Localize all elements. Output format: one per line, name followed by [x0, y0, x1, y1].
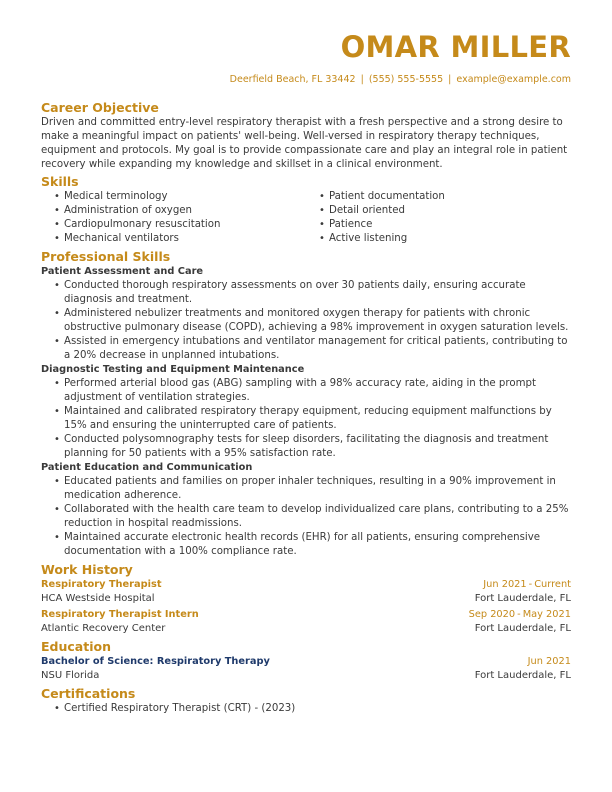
contact-location: Deerfield Beach, FL 33442 [229, 74, 356, 85]
skills-grid [41, 190, 571, 246]
certifications-list [41, 702, 571, 716]
professional-skills-title: Professional Skills [41, 249, 171, 264]
contact-email[interactable]: example@example.com [456, 74, 571, 85]
certification-item: • Certified Respiratory Therapist (CRT) - (2023) [41, 702, 571, 716]
skills-left-column [41, 190, 306, 246]
skill-item: • Mechanical ventilators [41, 232, 306, 246]
job-dates: Sep 2020 - May 2021 [468, 609, 571, 620]
resume-page [41, 30, 571, 716]
skill-item: • Administration of oxygen [41, 204, 306, 218]
career-objective-title: Career Objective [41, 100, 159, 115]
contact-line [41, 74, 571, 86]
job-title: Respiratory Therapist [41, 579, 162, 590]
work-history-title: Work History [41, 562, 133, 577]
contact-phone: (555) 555-5555 [368, 74, 444, 85]
achievement-item: • Conducted thorough respiratory assessments on over 30 patients daily, ensuring accurate diagnosis and treatment. [41, 279, 571, 307]
achievement-item: • Maintained and calibrated respiratory therapy equipment, reducing equipment malfunctions by 15% and ensuring the uninterrupted care of patients. [41, 405, 571, 433]
education-location: Fort Lauderdale, FL [474, 670, 571, 681]
contact-separator: | [360, 74, 364, 85]
achievement-item: • Administered nebulizer treatments and monitored oxygen therapy for patients with chronic obstructive pulmonary disease (COPD), achieving a 98% improvement in oxygen saturation levels. [41, 307, 571, 335]
skill-item: • Patience [306, 218, 571, 232]
job-start-date: Jun 2021 [483, 579, 527, 590]
skill-group-list [41, 475, 571, 559]
job-dates: Jun 2021 - Current [483, 579, 571, 590]
job-header-row [41, 608, 571, 622]
skill-group-heading: Patient Education and Communication [41, 462, 253, 473]
skill-item: • Detail oriented [306, 204, 571, 218]
education-degree: Bachelor of Science [41, 656, 150, 667]
job-title: Respiratory Therapist Intern [41, 609, 199, 620]
job-detail-row [41, 622, 571, 636]
achievement-item: • Educated patients and families on proper inhaler techniques, resulting in a 90% improvement in medication adherence. [41, 475, 571, 503]
skill-group-heading: Patient Assessment and Care [41, 266, 204, 277]
achievement-item: • Conducted polysomnography tests for sleep disorders, facilitating the diagnosis and treatment planning for 50 patients with a 95% satisfaction rate. [41, 433, 571, 461]
job-location: Fort Lauderdale, FL [474, 593, 571, 604]
skill-item: • Cardiopulmonary resuscitation [41, 218, 306, 232]
job-detail-row [41, 592, 571, 606]
candidate-name: OMAR MILLER [340, 30, 571, 64]
skill-item: • Active listening [306, 232, 571, 246]
certifications-section [41, 686, 571, 716]
education-degree-line: Bachelor of Science: Respiratory Therapy [41, 656, 270, 667]
achievement-item: • Maintained accurate electronic health records (EHR) for all patients, ensuring comprehensive documentation with a 100% compliance rate. [41, 531, 571, 559]
work-history-section [41, 562, 571, 636]
skill-item: • Patient documentation [306, 190, 571, 204]
job-end-date: May 2021 [522, 609, 571, 620]
job-header-row [41, 578, 571, 592]
skill-group-list [41, 377, 571, 461]
professional-skills-section [41, 249, 571, 559]
skills-title: Skills [41, 174, 79, 189]
skill-item: • Medical terminology [41, 190, 306, 204]
career-objective-text: Driven and committed entry-level respiratory therapist with a fresh perspective and a strong desire to make a meaningful impact on patients' well-being. Well-versed in respiratory therapy techniques, equipment and protocols. My goal is to provide compassionate care and play an integral role in patient recovery while expanding my knowledge and skillset in a clinical environment. [41, 117, 568, 170]
career-objective-section [41, 100, 571, 172]
skills-section [41, 174, 571, 246]
education-header-row [41, 655, 571, 669]
job-end-date: Current [534, 579, 571, 590]
certifications-title: Certifications [41, 686, 136, 701]
education-date: Jun 2021 [527, 656, 571, 667]
contact-separator: | [448, 74, 452, 85]
skill-group-list [41, 279, 571, 363]
job-start-date: Sep 2020 [468, 609, 516, 620]
achievement-item: • Performed arterial blood gas (ABG) sampling with a 98% accuracy rate, aiding in the prompt adjustment of ventilation strategies. [41, 377, 571, 405]
skills-right-column [306, 190, 571, 246]
job-employer: HCA Westside Hospital [41, 593, 155, 604]
achievement-item: • Assisted in emergency intubations and ventilator management for critical patients, contributing to a 20% decrease in unplanned intubations. [41, 335, 571, 363]
education-section [41, 639, 571, 683]
education-school: NSU Florida [41, 670, 100, 681]
job-location: Fort Lauderdale, FL [474, 623, 571, 634]
education-field: Respiratory Therapy [156, 656, 270, 667]
achievement-item: • Collaborated with the health care team to develop individualized care plans, contributing to a 25% reduction in hospital readmissions. [41, 503, 571, 531]
education-detail-row [41, 669, 571, 683]
skill-group-heading: Diagnostic Testing and Equipment Maintenance [41, 364, 305, 375]
job-employer: Atlantic Recovery Center [41, 623, 166, 634]
education-title: Education [41, 639, 111, 654]
